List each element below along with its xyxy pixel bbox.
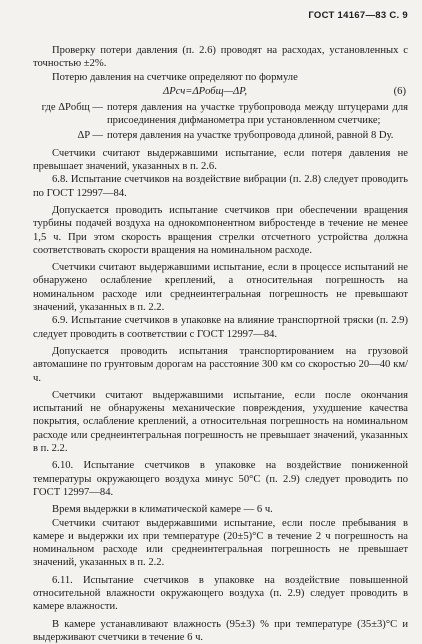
paragraph-vibration-result: Счетчики считают выдержавшими испытание, если в процессе испытаний не обнаружено ослабление креплений, а относительная погрешность на номинальном расходе или среднеинтегральная погрешность не превышают значений, указанных в п. 2.2. [33, 262, 408, 314]
paragraph-pressure-loss-check: Проверку потери давления (п. 2.6) проводят на расходах, установленных с точностью ±2%. [33, 45, 408, 70]
paragraph-transport-result: Счетчики считают выдержавшими испытание, если после окончания испытаний не обнаружены механические повреждения, ухудшение качества покрытия, ослабление креплений, а относительная погрешность на номинальном расходе или среднеинтегральная погрешность не превышает значений, указанных в п. 2.2. [33, 389, 408, 455]
formula-number: (6) [393, 85, 406, 97]
definition-term: где ΔPобщ — [41, 101, 103, 113]
section-6-10: 6.10. Испытание счетчиков в упаковке на воздействие пониженной температуры окружающего воздуха минус 50°С (п. 2.9) следует проводить по ГОСТ 12997—84. [33, 460, 408, 498]
formula-definitions [33, 101, 408, 143]
paragraph-pressure-result: Счетчики считают выдержавшими испытание, если потеря давления не превышает значений, указанных в п. 2.6. [33, 147, 408, 173]
definition-text: потеря давления на участке трубопровода длиной, равной 8 Dу. [107, 130, 394, 142]
paragraph-humidity-conditions: В камере устанавливают влажность (95±3) % при температуре (35±3)°С и выдерживают счетчики в течение 6 ч. [33, 618, 408, 643]
paragraph-formula-intro: Потерю давления на счетчике определяют по формуле [52, 71, 298, 83]
definition-text: потеря давления на участке трубопровода между штуцерами для присоединения дифманометра при установленном счетчике; [107, 101, 408, 127]
document-body [33, 44, 408, 644]
formula-expression: ΔPсч=ΔPобщ—ΔP, [163, 85, 248, 97]
section-6-11: 6.11. Испытание счетчиков в упаковке на воздействие повышенной относительной влажности окружающего воздуха (п. 2.9) следует проводить в камере влажности. [33, 574, 408, 613]
definition-term: ΔP — [77, 130, 103, 142]
section-6-9: 6.9. Испытание счетчиков в упаковке на влияние транспортной тряски (п. 2.9) следует проводить в соответствии с ГОСТ 12997—84. [33, 315, 408, 340]
definition-item [33, 101, 408, 128]
paragraph-exposure-time: Время выдержки в климатической камере — 6 ч. [52, 504, 273, 516]
paragraph-vibration-alt: Допускается проводить испытание счетчиков при обеспечении вращения турбины подачей воздуха на однокомпонентном вибростенде в течение не менее 1,5 ч. При этом скорость вращения стрелки отсчетного устройства должна соответствовать скорости вращения на номинальном расходе. [33, 204, 408, 256]
page-header: ГОСТ 14167—83 С. 9 [308, 10, 408, 21]
paragraph-cold-result: Счетчики считают выдержавшими испытание, если после пребывания в камере и выдержки их при температуре (20±5)°С в течение 2 ч погрешность на номинальном расходе или среднеинтегральная погрешность не превышает значений, указанных в п. 2.2. [33, 517, 408, 569]
section-6-8: 6.8. Испытание счетчиков на воздействие вибрации (п. 2.8) следует проводить по ГОСТ 12997—84. [33, 174, 408, 199]
formula-row [33, 85, 408, 99]
paragraph-transport-alt: Допускается проводить испытания транспортированием на грузовой автомашине по грунтовым дорогам на расстояние 300 км со скоростью 20—40 км/ч. [33, 345, 408, 384]
definition-item [33, 129, 408, 142]
